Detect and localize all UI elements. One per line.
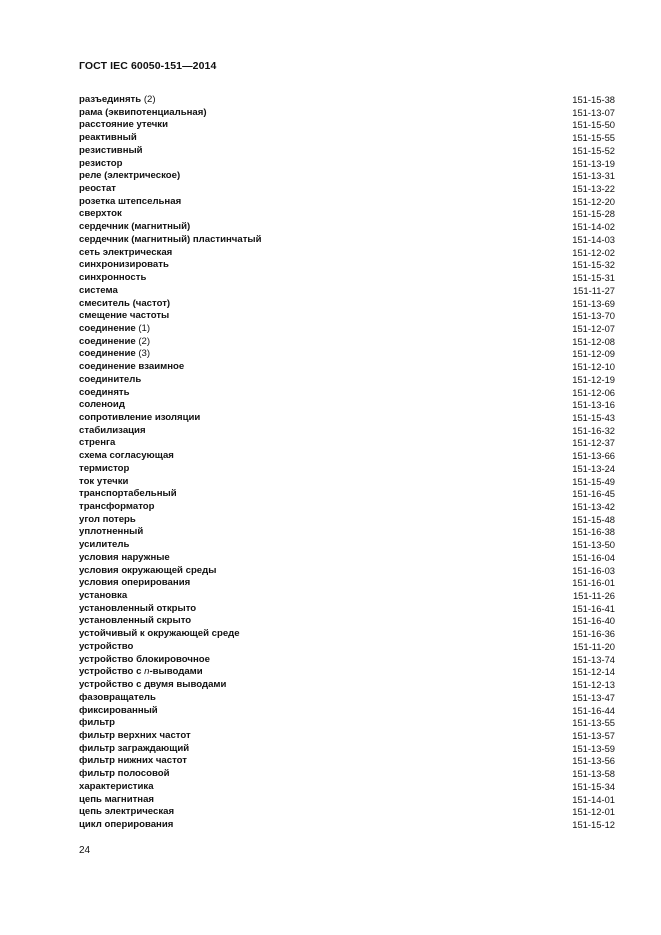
- index-term: [79, 526, 143, 539]
- index-term-code: 151-11-27: [572, 284, 615, 296]
- index-term: [79, 552, 170, 565]
- index-term-code: 151-12-14: [572, 666, 615, 678]
- index-term: [79, 692, 156, 705]
- index-entry: [79, 476, 615, 489]
- index-term-segment: резистивный: [79, 144, 143, 156]
- index-term-segment: сеть электрическая: [79, 246, 173, 258]
- index-term-segment: -выводами: [149, 666, 203, 678]
- index-term: [79, 603, 196, 616]
- index-term-segment: фиксированный: [79, 704, 158, 716]
- index-term-segment: (1): [135, 322, 151, 334]
- index-term-code: 151-15-38: [572, 94, 615, 105]
- index-term-segment: сердечник (магнитный) пластинчатый: [79, 233, 262, 245]
- index-term-code: 151-13-57: [572, 729, 615, 741]
- index-entry: [79, 387, 615, 400]
- index-term: [79, 514, 136, 527]
- index-term-code: 151-13-19: [572, 157, 615, 169]
- index-entry: [79, 463, 615, 476]
- index-term-segment: цикл оперирования: [79, 818, 174, 830]
- index-term-code: 151-13-24: [572, 462, 615, 474]
- index-entry: [79, 628, 615, 641]
- index-term: [79, 717, 115, 730]
- index-term-segment: (магнитный): [128, 221, 191, 233]
- index-term-segment: соленоид: [79, 399, 125, 411]
- index-entry: [79, 132, 615, 145]
- index-term-code: 151-16-44: [572, 704, 615, 716]
- index-entry: [79, 323, 615, 336]
- index-entry: [79, 234, 615, 247]
- index-term-code: 151-12-02: [572, 246, 615, 258]
- index-term-code: 151-14-03: [572, 233, 615, 245]
- index-entry: [79, 692, 615, 705]
- index-term-code: 151-16-40: [572, 615, 615, 627]
- index-term-code: 151-12-10: [572, 361, 615, 373]
- index-term-segment: (электрическое): [101, 170, 181, 182]
- index-term-code: 151-14-01: [572, 793, 615, 805]
- index-entry: [79, 654, 615, 667]
- index-term-code: 151-15-48: [572, 513, 615, 525]
- index-entry: [79, 183, 615, 196]
- index-term-code: 151-13-07: [572, 106, 615, 118]
- index-term: [79, 361, 184, 374]
- index-term: [79, 374, 141, 387]
- index-term-segment: схема согласующая: [79, 450, 174, 462]
- index-entry: [79, 221, 615, 234]
- index-term: [79, 336, 150, 349]
- index-term-code: 151-15-34: [572, 780, 615, 792]
- index-entry: [79, 196, 615, 209]
- index-term-code: 151-11-20: [572, 640, 615, 652]
- index-entry: [79, 603, 615, 616]
- index-term: [79, 539, 129, 552]
- index-term: [79, 399, 125, 412]
- index-term: [79, 615, 191, 628]
- index-term-segment: (3): [135, 348, 151, 360]
- index-term: [79, 310, 169, 323]
- index-term: [79, 730, 191, 743]
- index-term: [79, 705, 158, 718]
- index-term: [79, 590, 127, 603]
- index-term-code: 151-12-20: [572, 195, 615, 207]
- index-term-segment: соединять: [79, 386, 130, 398]
- index-entry: [79, 717, 615, 730]
- index-term-segment: устойчивый к окружающей среде: [79, 628, 240, 640]
- index-term: [79, 755, 187, 768]
- index-entry: [79, 730, 615, 743]
- index-term-code: 151-13-70: [572, 310, 615, 322]
- index-term-code: 151-15-52: [572, 144, 615, 156]
- index-term-segment: розетка штепсельная: [79, 195, 182, 207]
- index-term: [79, 247, 172, 260]
- index-term: [79, 158, 123, 171]
- index-term-code: 151-15-32: [572, 259, 615, 271]
- index-term-code: 151-12-37: [572, 437, 615, 449]
- index-term-code: 151-13-22: [572, 183, 615, 195]
- index-term: [79, 450, 174, 463]
- index-term-segment: цепь электрическая: [79, 806, 175, 818]
- index-term-segment: устройство с двумя выводами: [79, 679, 227, 691]
- index-term: [79, 208, 122, 221]
- index-term: [79, 463, 129, 476]
- index-term-segment: транспортабельный: [79, 488, 177, 500]
- index-term-segment: сердечник: [79, 221, 129, 233]
- index-term-segment: стренга: [79, 437, 116, 449]
- index-entry: [79, 781, 615, 794]
- index-term-segment: трансформатор: [79, 501, 155, 512]
- index-term-code: 151-12-13: [572, 679, 615, 691]
- index-term-code: 151-12-07: [572, 322, 615, 334]
- index-term-code: 151-13-74: [572, 653, 615, 665]
- index-term-segment: (2): [141, 94, 156, 105]
- index-term-segment: смещение частоты: [79, 310, 170, 322]
- index-term-code: 151-12-06: [572, 386, 615, 398]
- index-term: [79, 819, 173, 832]
- index-term-code: 151-15-31: [572, 272, 615, 284]
- index-entry: [79, 107, 615, 120]
- index-term-segment: синхронизировать: [79, 259, 169, 271]
- index-term-segment: соединитель: [79, 373, 142, 385]
- index-term-segment: цепь магнитная: [79, 793, 155, 805]
- index-term: [79, 285, 118, 298]
- index-entry: [79, 285, 615, 298]
- index-term: [79, 183, 116, 196]
- index-term-code: 151-12-01: [572, 806, 615, 818]
- index-entry: [79, 259, 615, 272]
- index-term: [79, 768, 170, 781]
- index-entry: [79, 450, 615, 463]
- index-entry: [79, 615, 615, 628]
- index-term-segment: фазовращатель: [79, 691, 156, 703]
- index-entry: [79, 705, 615, 718]
- index-term-code: 151-16-41: [572, 602, 615, 614]
- index-entry: [79, 437, 615, 450]
- index-term-code: 151-15-28: [572, 208, 615, 220]
- index-term-code: 151-15-55: [572, 132, 615, 144]
- index-term-segment: стабилизация: [79, 424, 146, 436]
- index-entry: [79, 170, 615, 183]
- index-term-code: 151-13-50: [572, 539, 615, 551]
- index-term: [79, 119, 168, 132]
- index-term-code: 151-16-36: [572, 628, 615, 640]
- index-term-segment: реактивный: [79, 132, 137, 144]
- index-term: [79, 679, 226, 692]
- index-term-segment: сверхток: [79, 208, 122, 220]
- index-entry: [79, 272, 615, 285]
- index-term: [79, 107, 207, 120]
- index-term-segment: расстояние утечки: [79, 119, 168, 131]
- index-term-code: 151-14-02: [572, 221, 615, 233]
- index-entry: [79, 526, 615, 539]
- index-entry: [79, 552, 615, 565]
- index-term-segment: условия оперирования: [79, 577, 191, 589]
- index-term-code: 151-13-42: [572, 501, 615, 512]
- index-term-code: 151-13-47: [572, 691, 615, 703]
- index-term: [79, 425, 146, 438]
- index-term-segment: уплотненный: [79, 526, 144, 538]
- index-term: [79, 221, 190, 234]
- index-entry: [79, 94, 615, 107]
- index-term: [79, 743, 189, 756]
- index-term: [79, 488, 177, 501]
- index-term-code: 151-13-69: [572, 297, 615, 309]
- index-entry: [79, 577, 615, 590]
- index-term: [79, 323, 150, 336]
- index-entry: [79, 247, 615, 260]
- page-number: 24: [79, 845, 91, 856]
- index-term-segment: характеристика: [79, 780, 154, 792]
- index-term: [79, 234, 262, 247]
- index-entry: [79, 666, 615, 679]
- index-term-code: 151-16-01: [572, 577, 615, 589]
- index-term: [79, 565, 216, 578]
- index-term-segment: соединение: [79, 322, 136, 334]
- index-term-segment: синхронность: [79, 272, 147, 284]
- index-term-segment: угол потерь: [79, 513, 136, 525]
- index-term: [79, 501, 155, 514]
- index-term: [79, 387, 130, 400]
- index-term-code: 151-15-43: [572, 411, 615, 423]
- index-term-segment: (частот): [129, 297, 171, 309]
- index-entry: [79, 590, 615, 603]
- index-entry: [79, 310, 615, 323]
- index-term: [79, 272, 146, 285]
- index-term-code: 151-13-16: [572, 399, 615, 411]
- index-term-code: 151-12-19: [572, 373, 615, 385]
- index-term-segment: термистор: [79, 462, 130, 474]
- index-term-segment: реостат: [79, 183, 116, 195]
- index-term-segment: рама: [79, 106, 103, 118]
- index-entry: [79, 488, 615, 501]
- index-term-code: 151-15-49: [572, 475, 615, 487]
- index-entry: [79, 819, 615, 832]
- index-term: [79, 781, 154, 794]
- index-entry: [79, 374, 615, 387]
- index-term: [79, 641, 133, 654]
- index-term: [79, 94, 156, 107]
- index-term: [79, 476, 128, 489]
- index-entry: [79, 768, 615, 781]
- index-term-segment: условия окружающей среды: [79, 564, 217, 576]
- index-term-code: 151-15-12: [572, 818, 615, 830]
- index-term-code: 151-16-45: [572, 488, 615, 500]
- index-term-code: 151-16-03: [572, 564, 615, 576]
- document-header: ГОСТ IEC 60050-151—2014: [79, 60, 217, 72]
- index-term-code: 151-13-56: [572, 755, 615, 767]
- index-term-segment: установленный открыто: [79, 602, 197, 614]
- index-entry: [79, 565, 615, 578]
- index-entry: [79, 336, 615, 349]
- index-entry: [79, 119, 615, 132]
- index-term-code: 151-13-66: [572, 450, 615, 462]
- index-term-segment: (2): [135, 335, 151, 347]
- index-entry: [79, 361, 615, 374]
- index-term: [79, 170, 180, 183]
- index-term-code: 151-16-04: [572, 551, 615, 563]
- index-term-segment: сопротивление изоляции: [79, 411, 201, 423]
- index-entry: [79, 794, 615, 807]
- index-entry: [79, 679, 615, 692]
- index-term-segment: фильтр полосовой: [79, 768, 170, 780]
- index-term-segment: фильтр заграждающий: [79, 742, 190, 754]
- index-term-segment: соединение: [79, 335, 136, 347]
- index-term: [79, 628, 240, 641]
- index-term-code: 151-13-55: [572, 717, 615, 729]
- index-term-code: 151-13-58: [572, 768, 615, 780]
- index-term: [79, 145, 143, 158]
- index-term-segment: устройство блокировочное: [79, 653, 210, 665]
- index-term: [79, 196, 181, 209]
- index-term: [79, 298, 170, 311]
- index-entry: [79, 641, 615, 654]
- index-term-segment: соединение взаимное: [79, 361, 185, 373]
- index-entry: [79, 348, 615, 361]
- index-entry: [79, 539, 615, 552]
- index-entry: [79, 755, 615, 768]
- index-term-code: 151-11-26: [572, 590, 615, 602]
- index-term-segment: фильтр верхних частот: [79, 729, 191, 741]
- index-term: [79, 666, 203, 679]
- index-term-segment: резистор: [79, 157, 123, 169]
- index-term-segment: условия наружные: [79, 551, 170, 563]
- index-term: [79, 412, 200, 425]
- index-term: [79, 577, 190, 590]
- index-entry: [79, 298, 615, 311]
- index-term-code: 151-16-32: [572, 424, 615, 436]
- index-entry: [79, 806, 615, 819]
- index-term-code: 151-16-38: [572, 526, 615, 538]
- index-entry: [79, 158, 615, 171]
- index-term: [79, 348, 150, 361]
- index-term-segment: установленный скрыто: [79, 615, 192, 627]
- index-entry: [79, 412, 615, 425]
- index-term-segment: соединение: [79, 348, 136, 360]
- index-term-code: 151-15-50: [572, 119, 615, 131]
- index-term-segment: установка: [79, 590, 128, 602]
- index-term-segment: устройство с: [79, 666, 145, 678]
- index-term: [79, 654, 210, 667]
- index-term-segment: реле: [79, 170, 102, 182]
- index-term-segment: фильтр: [79, 717, 115, 729]
- index-entry: [79, 399, 615, 412]
- index-term-segment: разъединять: [79, 94, 142, 105]
- index-entry: [79, 425, 615, 438]
- index-term: [79, 132, 137, 145]
- index-term-code: 151-13-59: [572, 742, 615, 754]
- index-term-segment: устройство: [79, 640, 134, 652]
- index-term: [79, 794, 154, 807]
- term-index-list: [79, 94, 615, 832]
- index-entry: [79, 514, 615, 527]
- index-term-code: 151-12-09: [572, 348, 615, 360]
- index-term-code: 151-12-08: [572, 335, 615, 347]
- index-entry: [79, 145, 615, 158]
- index-term: [79, 259, 169, 272]
- index-term-segment: n: [144, 666, 150, 678]
- index-entry: [79, 501, 615, 514]
- index-term-segment: ток утечки: [79, 475, 129, 487]
- index-entry: [79, 743, 615, 756]
- index-term-segment: (эквипотенциальная): [102, 106, 207, 118]
- index-term-segment: смеситель: [79, 297, 130, 309]
- index-term-code: 151-13-31: [572, 170, 615, 182]
- index-term: [79, 437, 115, 450]
- index-term-segment: система: [79, 284, 118, 296]
- index-term: [79, 806, 174, 819]
- index-entry: [79, 208, 615, 221]
- index-term-segment: фильтр нижних частот: [79, 755, 187, 767]
- index-term-segment: усилитель: [79, 539, 130, 551]
